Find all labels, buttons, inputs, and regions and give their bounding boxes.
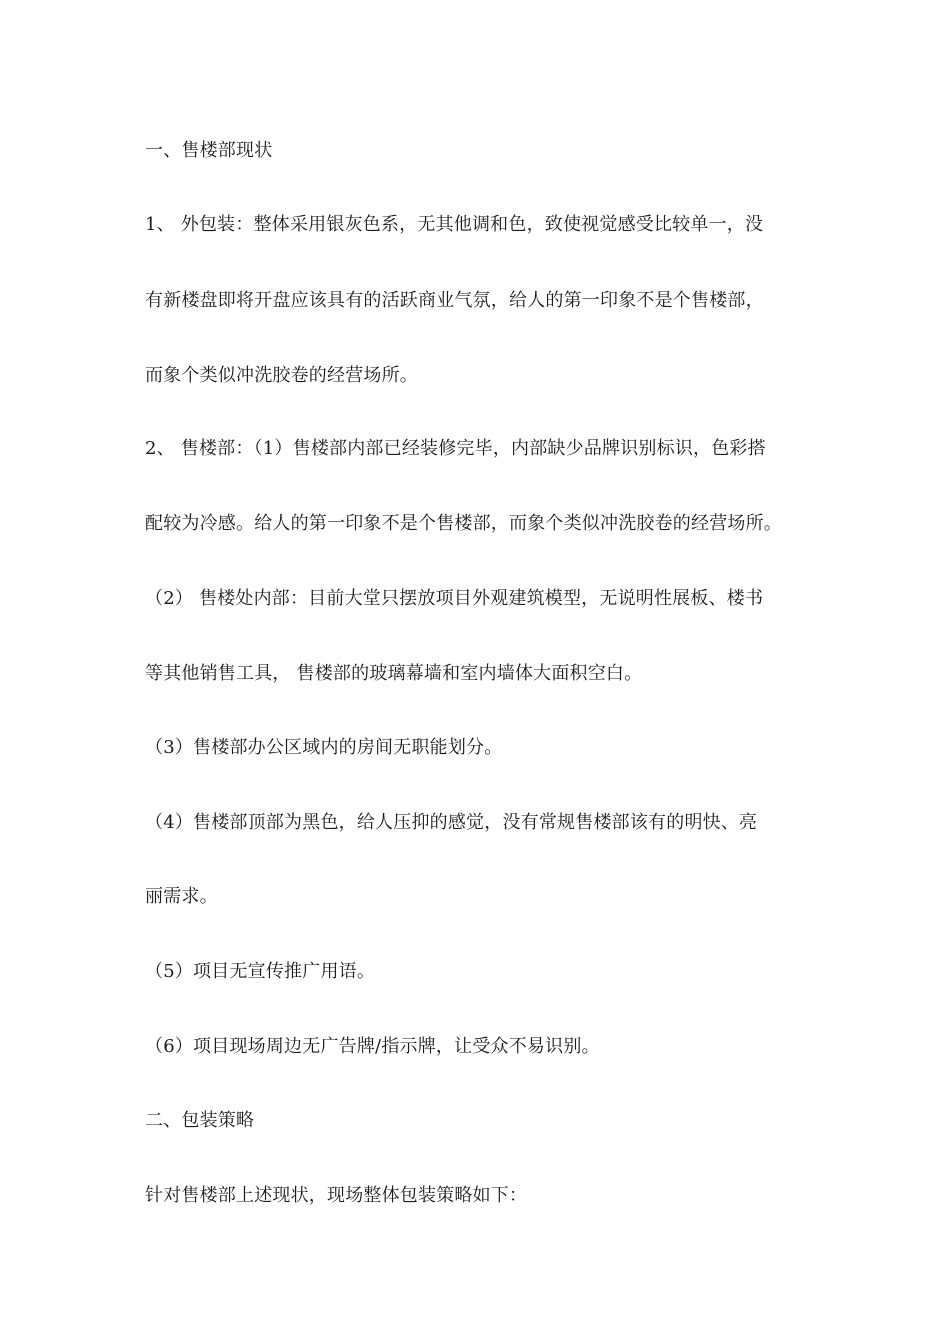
paragraph-line: 2、 售楼部：（1）售楼部内部已经装修完毕，内部缺少品牌识别标识，色彩搭 bbox=[145, 438, 766, 459]
paragraph-line: 等其他销售工具， 售楼部的玻璃幕墙和室内墙体大面积空白。 bbox=[145, 663, 643, 684]
paragraph-line: （6）项目现场周边无广告牌/指示牌，让受众不易识别。 bbox=[145, 1036, 600, 1057]
section-heading-current-status: 一、售楼部现状 bbox=[145, 140, 273, 161]
paragraph-line: 而象个类似冲洗胶卷的经营场所。 bbox=[145, 365, 418, 386]
paragraph-line: 配较为冷感。给人的第一印象不是个售楼部，而象个类似冲洗胶卷的经营场所。 bbox=[145, 513, 782, 534]
paragraph-line: （3）售楼部办公区域内的房间无职能划分。 bbox=[145, 737, 503, 758]
section-heading-packaging-strategy: 二、包装策略 bbox=[145, 1110, 255, 1131]
paragraph-line: （4）售楼部顶部为黑色，给人压抑的感觉，没有常规售楼部该有的明快、亮 bbox=[145, 812, 758, 833]
paragraph-line: （2） 售楼处内部：目前大堂只摆放项目外观建筑模型，无说明性展板、楼书 bbox=[145, 588, 764, 609]
paragraph-line: 1、 外包装：整体采用银灰色系，无其他调和色，致使视觉感受比较单一，没 bbox=[145, 214, 764, 235]
paragraph-line: 有新楼盘即将开盘应该具有的活跃商业气氛，给人的第一印象不是个售楼部， bbox=[145, 290, 764, 311]
paragraph-line: 丽需求。 bbox=[145, 886, 218, 907]
paragraph-line: 针对售楼部上述现状，现场整体包装策略如下： bbox=[145, 1185, 528, 1206]
paragraph-line: （5）项目无宣传推广用语。 bbox=[145, 961, 376, 982]
